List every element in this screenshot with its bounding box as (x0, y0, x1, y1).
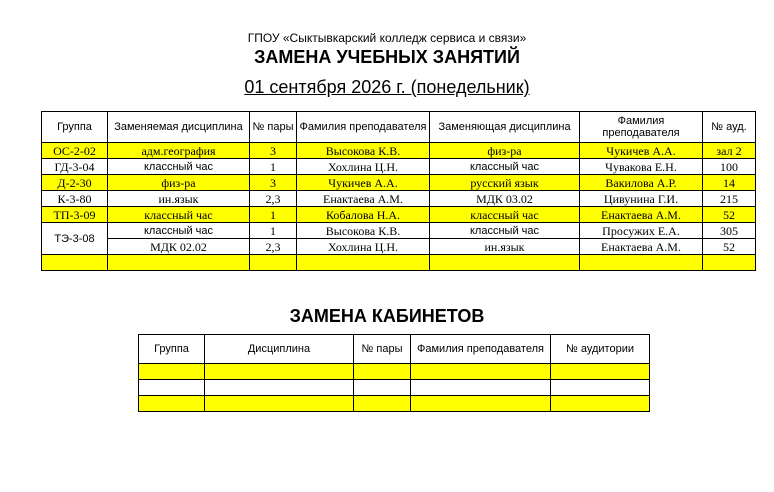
cell-empty (42, 255, 108, 271)
cell-empty (551, 364, 650, 380)
cell-empty (411, 380, 551, 396)
cell-group: ТЭ-3-08 (42, 223, 108, 255)
column-header-teacher: Фамилия преподавателя (297, 112, 430, 143)
cell-empty (354, 396, 411, 412)
column-header-subject: Дисциплина (205, 335, 354, 364)
cell-empty (703, 255, 756, 271)
cell-room: 14 (703, 175, 756, 191)
cell-empty (354, 364, 411, 380)
cell-replaced-subject: физ-ра (108, 175, 250, 191)
cell-empty (205, 364, 354, 380)
cell-empty (551, 380, 650, 396)
table-row (42, 159, 756, 175)
cell-teacher: Хохлина Ц.Н. (297, 239, 430, 255)
cell-new-teacher: Енактаева А.М. (580, 239, 703, 255)
column-header-group: Группа (139, 335, 205, 364)
cell-replaced-subject: МДК 02.02 (108, 239, 250, 255)
cell-empty (205, 380, 354, 396)
cell-replaced-subject: классный час (108, 159, 250, 175)
cell-teacher: Высокова К.В. (297, 223, 430, 239)
cell-period: 1 (250, 223, 297, 239)
cell-replaced-subject: ин.язык (108, 191, 250, 207)
cell-room: 52 (703, 239, 756, 255)
cell-empty (205, 396, 354, 412)
cell-empty (580, 255, 703, 271)
cell-room: 100 (703, 159, 756, 175)
cell-teacher: Чукичев А.А. (297, 175, 430, 191)
cell-new-teacher: Просужих Е.А. (580, 223, 703, 239)
cell-empty (411, 396, 551, 412)
cell-period: 1 (250, 207, 297, 223)
cell-replacing-subject: ин.язык (430, 239, 580, 255)
table-header-row (42, 112, 756, 143)
column-header-group: Группа (42, 112, 108, 143)
cell-new-teacher: Цивунина Г.И. (580, 191, 703, 207)
cell-room: зал 2 (703, 143, 756, 159)
table-row (42, 223, 756, 239)
cell-room: 52 (703, 207, 756, 223)
cell-period: 2,3 (250, 239, 297, 255)
cell-group: ТП-3-09 (42, 207, 108, 223)
cell-period: 3 (250, 143, 297, 159)
cell-replaced-subject: адм.география (108, 143, 250, 159)
cell-empty (551, 396, 650, 412)
cell-empty (139, 364, 205, 380)
cell-group: Д-2-30 (42, 175, 108, 191)
column-header-replacing-subject: Заменяющая дисциплина (430, 112, 580, 143)
column-header-room: № аудитории (551, 335, 650, 364)
column-header-period: № пары (354, 335, 411, 364)
cell-room: 215 (703, 191, 756, 207)
cell-new-teacher: Чувакова Е.Н. (580, 159, 703, 175)
cell-new-teacher: Енактаева А.М. (580, 207, 703, 223)
column-header-replaced-subject: Заменяемая дисциплина (108, 112, 250, 143)
table-row (42, 175, 756, 191)
cell-group: ОС-2-02 (42, 143, 108, 159)
cell-empty (250, 255, 297, 271)
cell-replacing-subject: русский язык (430, 175, 580, 191)
schedule-date: 01 сентября 2026 г. (понедельник) (244, 77, 530, 97)
table-header-row (139, 335, 650, 364)
table-row (42, 207, 756, 223)
college-name: ГПОУ «Сыктывкарский колледж сервиса и связи» (247, 31, 527, 45)
column-header-new-teacher: Фамилия преподавателя (580, 112, 703, 143)
page-title: ЗАМЕНА УЧЕБНЫХ ЗАНЯТИЙ (254, 47, 520, 67)
cell-group: К-3-80 (42, 191, 108, 207)
cell-replacing-subject: физ-ра (430, 143, 580, 159)
lesson-substitution-table (41, 111, 756, 271)
cell-replacing-subject: классный час (430, 223, 580, 239)
cell-replaced-subject: классный час (108, 223, 250, 239)
cell-replacing-subject: МДК 03.02 (430, 191, 580, 207)
table-row-empty (42, 255, 756, 271)
cell-period: 3 (250, 175, 297, 191)
cell-period: 1 (250, 159, 297, 175)
table-row-empty (139, 396, 650, 412)
cell-empty (139, 380, 205, 396)
cell-empty (411, 364, 551, 380)
table-row-empty (139, 380, 650, 396)
table-row (42, 143, 756, 159)
table-row (42, 191, 756, 207)
room-substitution-table (138, 334, 650, 412)
cell-room: 305 (703, 223, 756, 239)
cell-empty (139, 396, 205, 412)
cell-replacing-subject: классный час (430, 159, 580, 175)
cell-period: 2,3 (250, 191, 297, 207)
cell-new-teacher: Вакилова А.Р. (580, 175, 703, 191)
cell-empty (354, 380, 411, 396)
column-header-period: № пары (250, 112, 297, 143)
cell-new-teacher: Чукичев А.А. (580, 143, 703, 159)
cell-teacher: Енактаева А.М. (297, 191, 430, 207)
column-header-room: № ауд. (703, 112, 756, 143)
cell-teacher: Хохлина Ц.Н. (297, 159, 430, 175)
table-row-empty (139, 364, 650, 380)
cell-teacher: Высокова К.В. (297, 143, 430, 159)
cell-group: ГД-3-04 (42, 159, 108, 175)
table-row (42, 239, 756, 255)
cell-empty (297, 255, 430, 271)
cell-empty (108, 255, 250, 271)
rooms-title: ЗАМЕНА КАБИНЕТОВ (289, 306, 485, 326)
cell-empty (430, 255, 580, 271)
column-header-teacher: Фамилия преподавателя (411, 335, 551, 364)
cell-replacing-subject: классный час (430, 207, 580, 223)
cell-teacher: Кобалова Н.А. (297, 207, 430, 223)
cell-replaced-subject: классный час (108, 207, 250, 223)
